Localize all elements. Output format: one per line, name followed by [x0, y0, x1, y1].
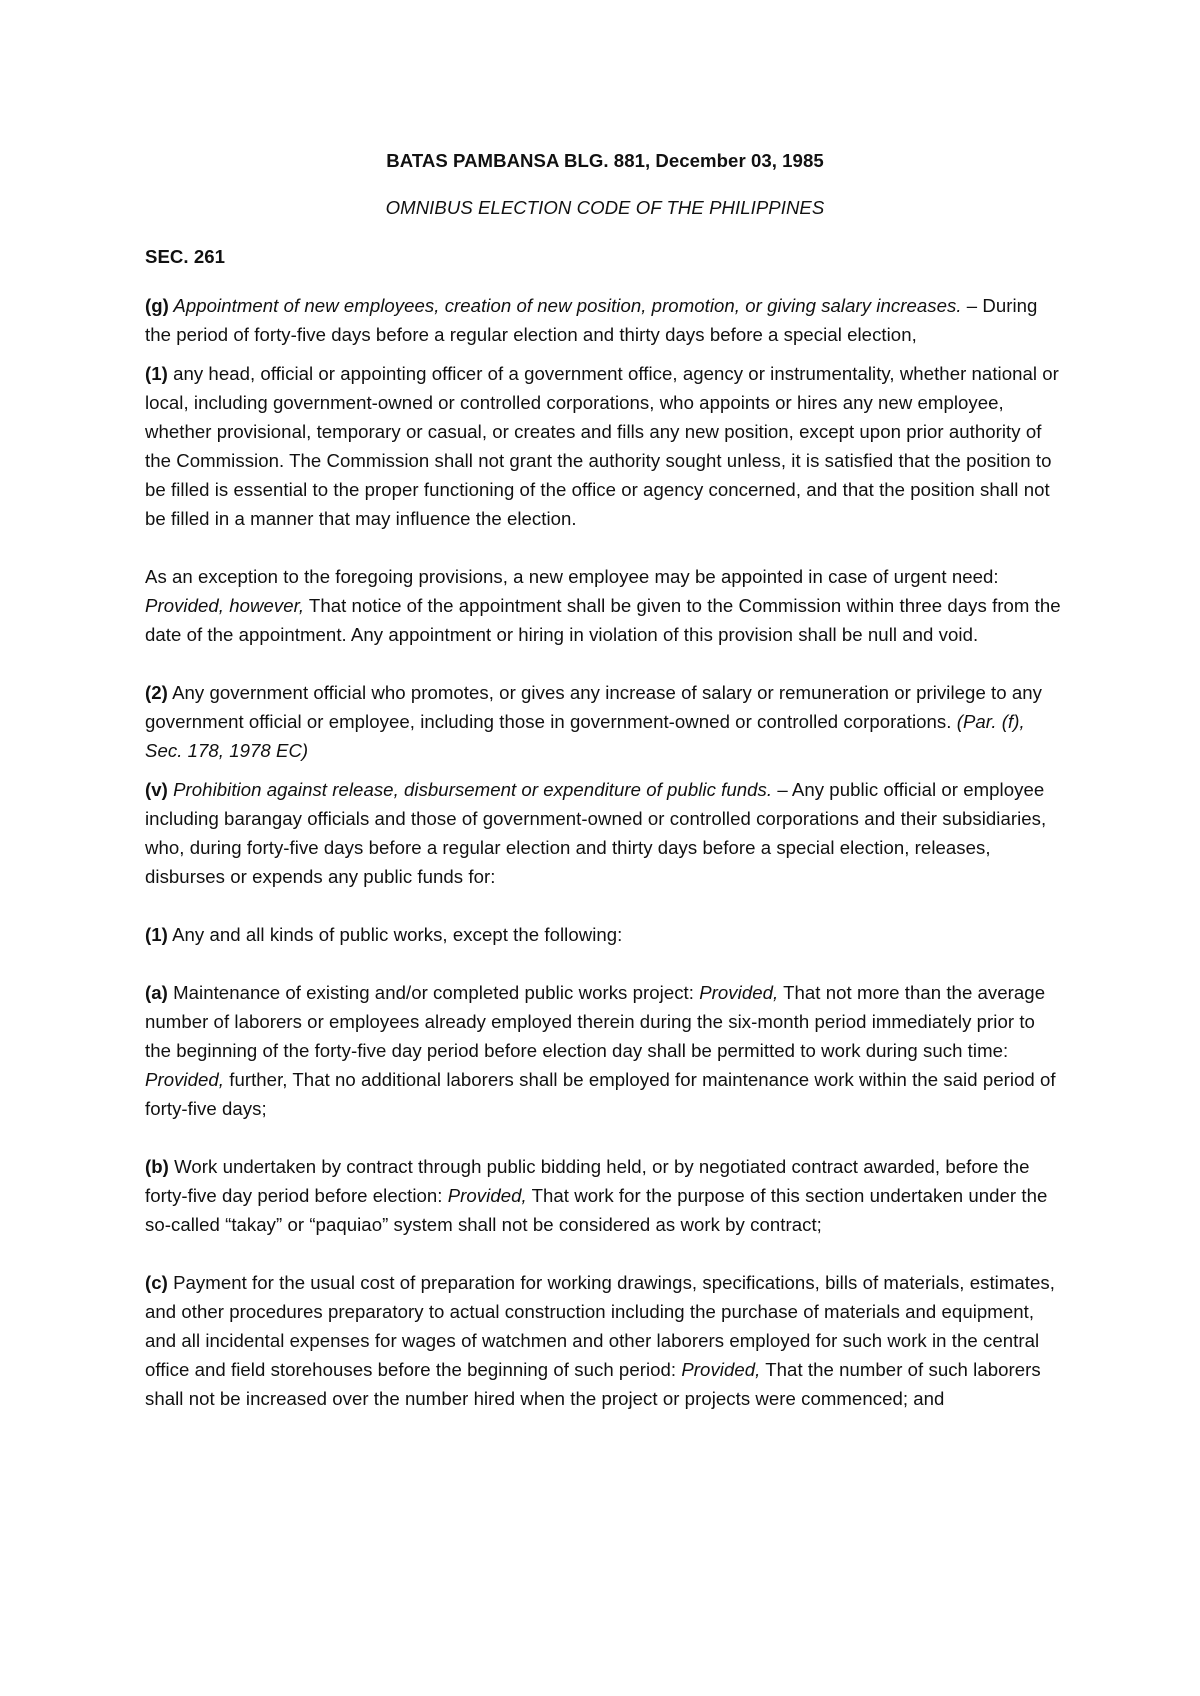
paragraph-c	[145, 1268, 1065, 1413]
paragraph-heading: Appointment of new employees, creation of new position, promotion, or giving salary increases.	[168, 295, 962, 316]
paragraph-a	[145, 978, 1065, 1123]
paragraph-text: further, That no additional laborers shall be employed for maintenance work within the said period of forty-five days;	[145, 1069, 1056, 1119]
paragraph-g-2	[145, 678, 1065, 765]
paragraph-text: Any government official who promotes, or gives any increase of salary or remuneration or privilege to any government official or employee, including those in government-owned or controlled corporations.	[145, 682, 1043, 732]
paragraph-label: (2)	[145, 682, 168, 703]
paragraph-v	[145, 775, 1065, 891]
paragraph-text: That notice of the appointment shall be given to the Commission within three days from the date of the appointment. Any appointment or hiring in violation of this provision shall be null and void.	[145, 595, 1061, 645]
paragraph-text: Work undertaken by contract through public bidding held, or by negotiated contract awarded, before the forty-five day period before election:	[145, 1156, 1030, 1206]
paragraph-label: (v)	[145, 779, 168, 800]
paragraph-v-1	[145, 920, 1065, 949]
document-body	[145, 146, 1065, 1413]
paragraph-text: – During the period of forty-five days before a regular election and thirty days before a special election,	[145, 295, 1038, 345]
proviso-term: Provided,	[699, 982, 779, 1003]
paragraph-g	[145, 291, 1065, 349]
proviso-term: Provided,	[681, 1359, 761, 1380]
citation: (Par. (f), Sec. 178, 1978 EC)	[145, 711, 1025, 761]
paragraph-b	[145, 1152, 1065, 1239]
paragraph-text: Payment for the usual cost of preparation for working drawings, specifications, bills of materials, estimates, and other procedures preparatory to actual construction including the purchase of materials and equipment, and all incidental expenses for wages of watchmen and other laborers employed for such work in the central office and field storehouses before the beginning of such period:	[145, 1272, 1055, 1380]
paragraph-label: (g)	[145, 295, 169, 316]
paragraph-text: Any and all kinds of public works, except the following:	[167, 924, 623, 945]
paragraph-label: (1)	[145, 363, 168, 384]
paragraph-heading: Prohibition against release, disbursement or expenditure of public funds.	[167, 779, 773, 800]
paragraph-text: any head, official or appointing officer of a government office, agency or instrumentality, whether national or local, including government-owned or controlled corporations, who appoints or hires any new employee, whether provisional, temporary or casual, or creates and fills any new position, except upon prior authority of the Commission. The Commission shall not grant the authority sought unless, it is satisfied that the position to be filled is essential to the proper functioning of the office or agency concerned, and that the position shall not be filled in a manner that may influence the election.	[145, 363, 1059, 529]
proviso-term: Provided,	[145, 1069, 225, 1090]
paragraph-text: Maintenance of existing and/or completed public works project:	[167, 982, 700, 1003]
paragraph-label: (1)	[145, 924, 168, 945]
section-number: SEC. 261	[145, 246, 225, 267]
proviso-term: Provided,	[447, 1185, 527, 1206]
paragraph-text: That the number of such laborers shall not be increased over the number hired when the project or projects were commenced; and	[145, 1359, 1041, 1409]
paragraph-label: (b)	[145, 1156, 169, 1177]
paragraph-text: That not more than the average number of laborers or employees already employed therein during the six-month period immediately prior to the beginning of the forty-five day period before election day shall be permitted to work during such time:	[145, 982, 1046, 1061]
paragraph-text: That work for the purpose of this section undertaken under the so-called “takay” or “paquiao” system shall not be considered as work by contract;	[145, 1185, 1048, 1235]
paragraph-label: (c)	[145, 1272, 168, 1293]
proviso-term: Provided, however,	[145, 595, 305, 616]
paragraph-label: (a)	[145, 982, 168, 1003]
paragraph-exception	[145, 562, 1065, 649]
paragraph-text: – Any public official or employee including barangay officials and those of government-owned or controlled corporations and their subsidiaries, who, during forty-five days before a regular election and thirty days before a special election, releases, disburses or expends any public funds for:	[145, 779, 1047, 887]
document-title: BATAS PAMBANSA BLG. 881, December 03, 1985	[386, 150, 824, 171]
paragraph-g-1	[145, 359, 1065, 533]
paragraph-text: As an exception to the foregoing provisions, a new employee may be appointed in case of urgent need:	[145, 566, 999, 587]
document-subtitle: OMNIBUS ELECTION CODE OF THE PHILIPPINES	[385, 197, 825, 218]
